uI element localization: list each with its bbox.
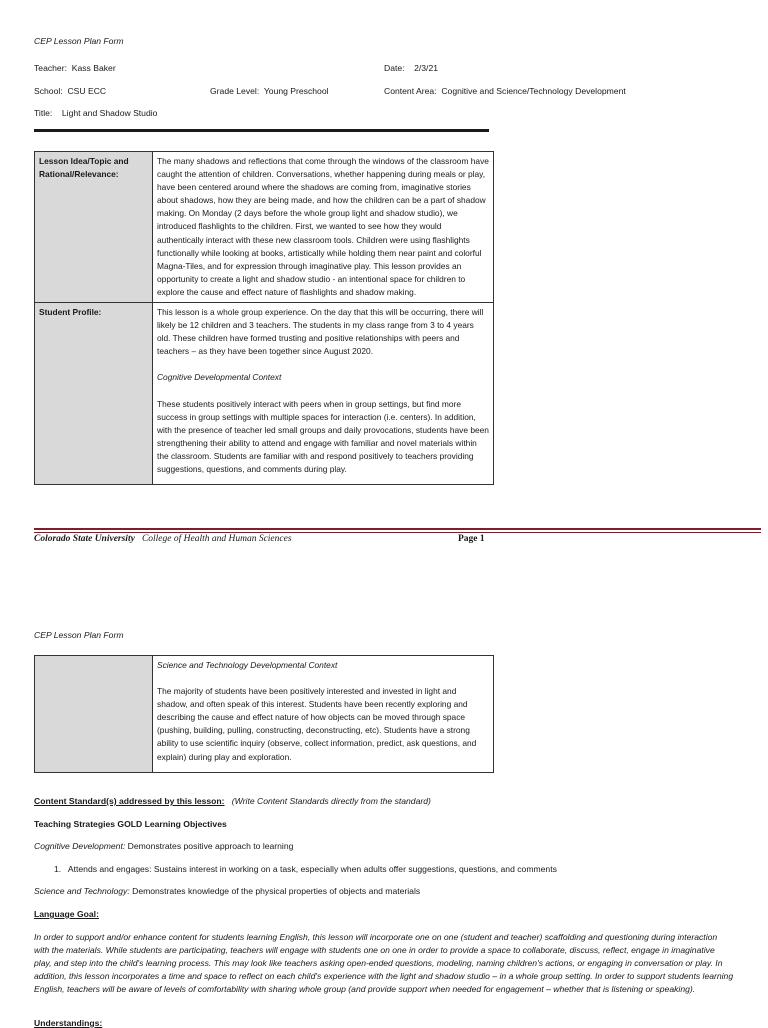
content-standard-label: Content Standard(s) addressed by this lesson:	[34, 796, 225, 806]
title-value: Light and Shadow Studio	[61, 108, 158, 118]
list-item-text: Attends and engages: Sustains interest in working on a task, especially when adults offer suggestions, questions, and comments	[67, 864, 557, 874]
grade-field	[210, 86, 329, 96]
teacher-field	[34, 63, 116, 73]
row-content	[153, 656, 494, 773]
list-item	[54, 864, 557, 874]
footer-university: Colorado State University	[34, 534, 135, 544]
page-number: Page 1	[458, 534, 485, 544]
title-label: Title:	[34, 108, 53, 118]
science-technology-label: Science and Technology:	[34, 886, 130, 896]
header-divider	[34, 129, 489, 132]
row-label: Student Profile:	[35, 303, 153, 485]
list-number: 1.	[54, 864, 62, 874]
grade-label: Grade Level:	[210, 86, 260, 96]
language-goal-label: Language Goal:	[34, 909, 99, 919]
content-standard-note: (Write Content Standards directly from the standard)	[231, 796, 431, 806]
gold-objectives-heading: Teaching Strategies GOLD Learning Objectives	[34, 819, 227, 829]
science-context-heading: Science and Technology Developmental Context	[157, 660, 338, 670]
school-label: School:	[34, 86, 63, 96]
lesson-table	[34, 151, 494, 485]
rationale-text: The many shadows and reflections that come through the windows of the classroom have caught the attention of children. Conversations, whether happening during meals or play, have been centered around where the shadows are coming from, imaginative stories about shadows, how they are being made, and how the children can be a part of shadow making. On Monday (2 days before the whole group light and shadow studio), we introduced flashlights to the children. First, we wanted to see how they would authentically interact with these new classroom tools. Children were using flashlights functionally while looking at books, artistically while holding them near paint and colorful Magna-Tiles, and for expression through imaginative play. This lesson provides an opportunity to create a light and shadow studio - an intentional space for children to explore the cause and effect nature of flashlights and shadow making.	[157, 156, 489, 297]
form-title-page2: CEP Lesson Plan Form	[34, 630, 124, 640]
footer-college: College of Health and Human Sciences	[141, 534, 292, 544]
content-area-label: Content Area:	[384, 86, 437, 96]
table-row	[35, 303, 494, 485]
row-label	[35, 656, 153, 773]
cognitive-context-text: These students positively interact with peers when in group settings, but find more success in group settings with multiple spaces for interaction (i.e. centers). In addition, with the presence of teacher led small groups and daily provocations, students have been strengthening their ability to attend and engage with familiar and novel materials within the classroom. Students are familiar with and respond positively to teachers providing suggestions, questions, and comments during play.	[157, 398, 489, 474]
science-context-text: The majority of students have been positively interested and invested in light and shadow, and often speak of this interest. Students have been recently exploring and describing the cause and effect nature of how objects can be moved through space (pushing, building, pulling, constructing, deconstructing, etc). Students have a strong ability to use scientific inquiry (observe, collect information, predict, ask questions, and explain) during play and exploration.	[157, 686, 477, 762]
date-label: Date:	[384, 63, 405, 73]
footer-rule-thin	[34, 532, 761, 533]
cognitive-development-label: Cognitive Development:	[34, 841, 126, 851]
footer-rule	[34, 528, 761, 530]
content-area-value: Cognitive and Science/Technology Development	[441, 86, 626, 96]
content-area-field	[384, 86, 626, 96]
teacher-label: Teacher:	[34, 63, 67, 73]
cognitive-development-text: Demonstrates positive approach to learning	[127, 841, 294, 851]
science-technology-text: Demonstrates knowledge of the physical properties of objects and materials	[132, 886, 421, 896]
understandings-label: Understandings:	[34, 1018, 103, 1028]
date-field	[384, 63, 438, 73]
content-standard-line	[34, 796, 431, 806]
teacher-value: Kass Baker	[71, 63, 116, 73]
row-content	[153, 303, 494, 485]
lesson-table-continued	[34, 655, 494, 773]
cognitive-development-line	[34, 841, 293, 851]
table-row	[35, 656, 494, 773]
science-technology-line	[34, 886, 420, 896]
school-field	[34, 86, 106, 96]
date-value: 2/3/21	[414, 63, 439, 73]
student-profile-text: This lesson is a whole group experience. On the day that this will be occurring, there will likely be 12 children and 3 teachers. The students in my class range from 3 to 4 years old. These children have formed trusting and positive relationships with peers and teachers – as they have been together since August 2020.	[157, 307, 484, 357]
title-field	[34, 108, 157, 118]
language-goal-text: In order to support and/or enhance content for students learning English, this lesson will incorporate one on one (student and teacher) scaffolding and questioning during interaction with the materials. While students are participating, teachers will engage with students one on one in order to provide a space to collaborate, discuss, reflect, engage in imaginative play, and step into the child's learning process. This may look like teachers asking open-ended questions, modeling, naming children's actions, or engaging in conversation or play. In addition, this lesson incorporates a time and space to reflect on each child's experience with the light and shadow studio – in a whole group setting. In order to support students learning English, teachers will be aware of levels of comfortability with sharing whole group (and provide support when needed for engagement – whether that is listening or speaking).	[34, 932, 734, 995]
table-row	[35, 152, 494, 303]
grade-value: Young Preschool	[263, 86, 329, 96]
school-value: CSU ECC	[67, 86, 107, 96]
row-label: Lesson Idea/Topic and Rational/Relevance:	[35, 152, 153, 303]
footer-institution	[34, 534, 292, 544]
row-content	[153, 152, 494, 303]
cognitive-context-heading: Cognitive Developmental Context	[157, 372, 282, 383]
form-title: CEP Lesson Plan Form	[34, 36, 124, 46]
